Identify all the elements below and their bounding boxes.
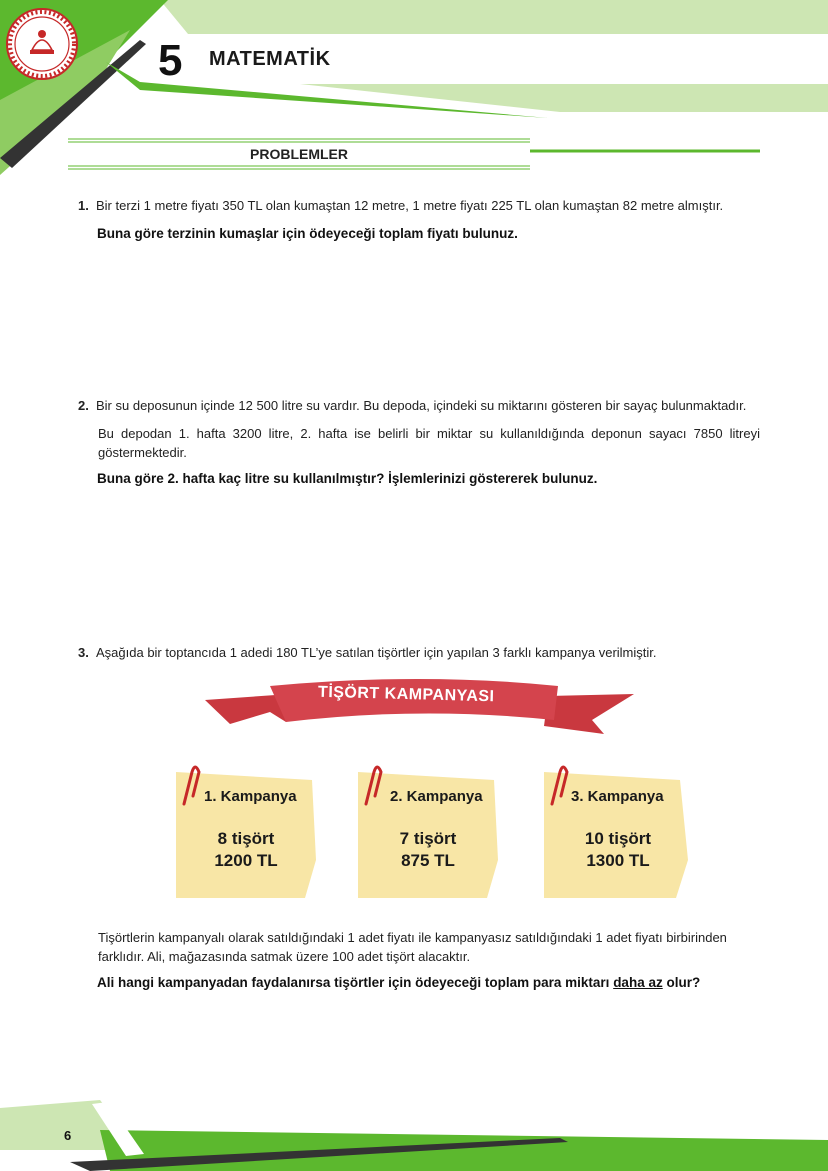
q3-number: 3.: [78, 645, 89, 660]
q3-question-emphasis: daha az: [613, 975, 663, 990]
q2-question: Buna göre 2. hafta kaç litre su kullanılmıştır? İşlemlerinizi göstererek bulunuz.: [97, 471, 598, 486]
q3-question-end: olur?: [666, 975, 701, 990]
header-light-green-band: [160, 0, 828, 34]
grade-number: 5: [158, 36, 183, 85]
ministry-logo: [7, 9, 77, 79]
subject-title: MATEMATİK: [209, 48, 331, 70]
page-number: 6: [64, 1128, 72, 1143]
campaign-2-quantity: 7 tişört: [399, 829, 457, 848]
campaign-2-title: 2. Kampanya: [390, 788, 483, 805]
campaign-2-price: 875 TL: [401, 851, 455, 870]
q2-text-2: Bu depodan 1. hafta 3200 litre, 2. hafta ise belirli bir miktar su kullanıldığında deponun sayacı 7850 litreyi göstermektedir.: [98, 426, 760, 460]
campaign-banner-text: TİŞÖRT KAMPANYASI: [317, 683, 495, 706]
q1-number: 1.: [78, 198, 89, 213]
q3-text-2: Tişörtlerin kampanyalı olarak satıldığındaki 1 adet fiyatı ile kampanyasız satıldığındaki 1 adet fiyatı birbirinden farklıdır. Ali, mağazasında satmak üzere 100 adet tişört alacaktır.: [98, 930, 727, 964]
q2-number: 2.: [78, 398, 89, 413]
footer-green-band: [100, 1130, 828, 1171]
campaign-3-quantity: 10 tişört: [584, 829, 652, 848]
campaign-3-title: 3. Kampanya: [571, 788, 664, 805]
campaign-1-quantity: 8 tişört: [217, 829, 275, 848]
q3-question-start: Ali hangi kampanyadan faydalanırsa tişörtler için ödeyeceği toplam para miktarı: [97, 975, 610, 990]
header-light-green-band-lower: [300, 84, 828, 112]
campaign-note-1: [176, 772, 316, 894]
campaign-note-2: [358, 772, 498, 894]
q1-question: Buna göre terzinin kumaşlar için ödeyeceği toplam fiyatı bulunuz.: [97, 226, 518, 241]
section-title: PROBLEMLER: [250, 146, 348, 162]
q3-text: Aşağıda bir toptancıda 1 adedi 180 TL’ye satılan tişörtler için yapılan 3 farklı kampanya verilmiştir.: [96, 645, 657, 660]
campaign-1-title: 1. Kampanya: [204, 788, 297, 805]
q1-text: Bir terzi 1 metre fiyatı 350 TL olan kumaştan 12 metre, 1 metre fiyatı 225 TL olan kumaştan 82 metre almıştır.: [96, 198, 724, 213]
campaign-note-3: [544, 772, 684, 894]
q3-question: [97, 975, 777, 990]
q2-text: Bir su deposunun içinde 12 500 litre su vardır. Bu depoda, içindeki su miktarını gösteren bir sayaç bulunmaktadır.: [96, 398, 747, 413]
campaign-1-price: 1200 TL: [214, 851, 278, 870]
campaign-3-price: 1300 TL: [586, 851, 650, 870]
